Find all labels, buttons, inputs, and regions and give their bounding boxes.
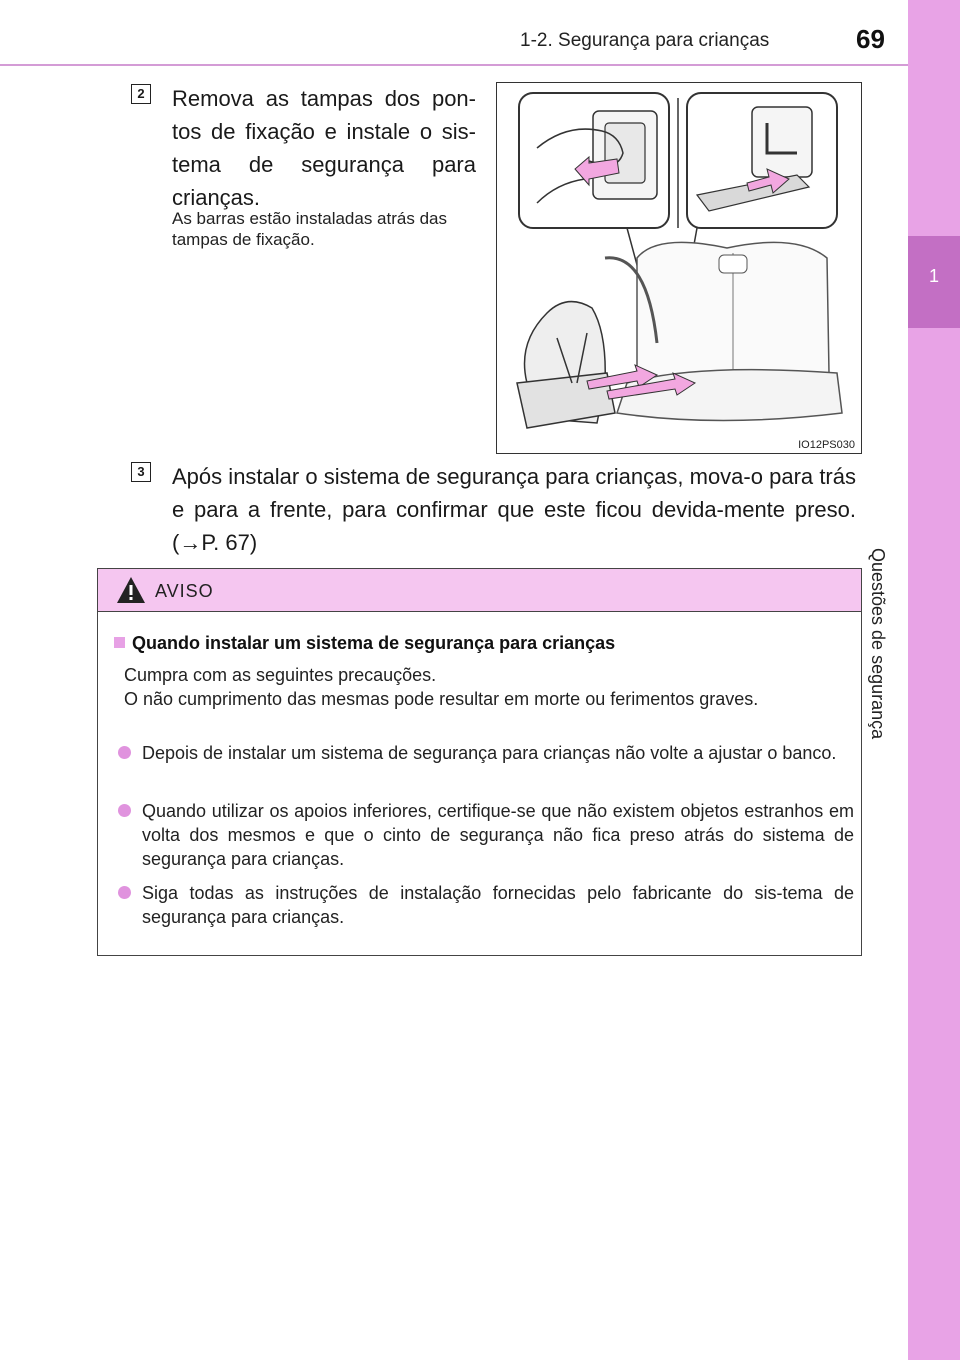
step-3-badge: 3 [131, 462, 151, 482]
warning-bullet-text: Depois de instalar um sistema de segurança para crianças não volte a ajustar o banco. [142, 743, 837, 763]
warning-section-text: Quando instalar um sistema de segurança para crianças [132, 633, 616, 653]
chapter-side-tab [908, 0, 960, 1360]
chapter-label: Questões de segurança [868, 548, 888, 740]
warning-box [97, 568, 862, 956]
child-seat-illustration [497, 83, 862, 454]
bullet-icon [118, 804, 131, 817]
warning-bullet-text: Quando utilizar os apoios inferiores, certifique-se que não existem objetos estranhos em volta dos mesmos e que o cinto de segurança não fica preso atrás do sistema de segurança para crianças. [142, 801, 854, 869]
chapter-number: 1 [928, 266, 939, 286]
warning-header [98, 569, 861, 612]
header-divider [0, 64, 908, 66]
installation-illustration [496, 82, 862, 454]
warning-label: AVISO [155, 581, 214, 601]
warning-section-title [114, 633, 615, 654]
section-title: 1-2. Segurança para crianças [520, 30, 770, 51]
step-2-badge: 2 [131, 84, 151, 104]
bullet-icon [118, 886, 131, 899]
step-2-note: As barras estão instaladas atrás das tampas de fixação. [172, 209, 447, 249]
warning-triangle-icon [116, 576, 146, 604]
warning-intro-line2: O não cumprimento das mesmas pode resultar em morte ou ferimentos graves. [124, 689, 759, 709]
step-2-text: Remova as tampas dos pon-tos de fixação e instale o sis-tema de segurança para crianças. [172, 86, 476, 210]
section-marker-icon [114, 637, 125, 648]
page-number: 69 [856, 24, 885, 54]
warning-bullet-text: Siga todas as instruções de instalação fornecidas pelo fabricante do sis-tema de segurança para crianças. [142, 883, 854, 927]
figure-code: IO12PS030 [798, 439, 855, 451]
step-3-text: Após instalar o sistema de segurança para crianças, mova-o para trás e para a frente, para confirmar que este ficou devida-mente preso. (→P. 67) [172, 464, 856, 555]
bullet-icon [118, 746, 131, 759]
warning-intro-line1: Cumpra com as seguintes precauções. [124, 665, 437, 685]
